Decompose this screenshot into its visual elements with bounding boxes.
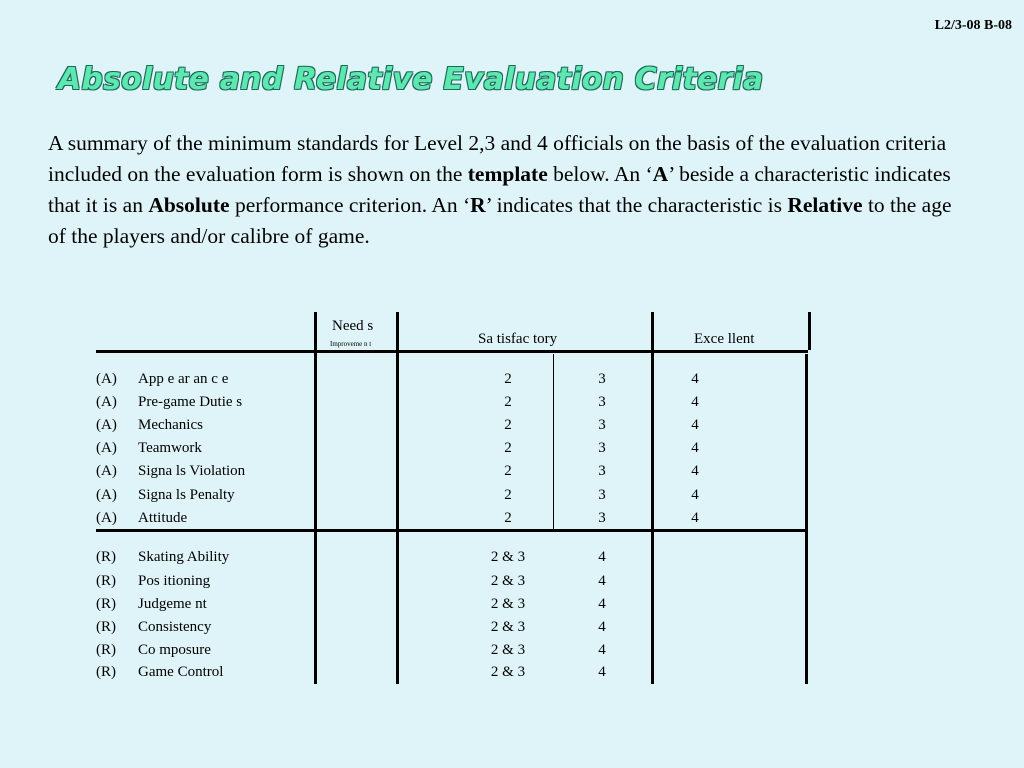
header-satisfactory: Sa tisfac tory <box>478 331 558 347</box>
row-value-2: 3 <box>598 487 606 503</box>
header-needs: Need s <box>332 318 374 334</box>
row-value-1: 2 <box>504 510 512 526</box>
row-value-2: 4 <box>598 642 606 658</box>
row-name: Skating Ability <box>138 549 230 565</box>
summary-text-2: below. An ‘ <box>547 162 653 186</box>
row-value-1: 2 & 3 <box>490 619 526 635</box>
table-row <box>0 417 1024 439</box>
row-code: (A) <box>96 440 117 456</box>
summary-paragraph <box>48 128 968 252</box>
row-value-2: 3 <box>598 417 606 433</box>
summary-text-1: A summary of the minimum standards for Level 2,3 and 4 officials on the basis of the evaluation criteria included on the evaluation form is shown on the <box>48 131 947 186</box>
row-value-1: 2 & 3 <box>490 573 526 589</box>
header-rule <box>96 350 808 353</box>
row-name: Consistency <box>138 619 212 635</box>
row-name: App e ar an c e <box>138 371 229 387</box>
row-value-2: 3 <box>598 394 606 410</box>
row-value-2: 3 <box>598 371 606 387</box>
row-value-3: 4 <box>691 487 699 503</box>
slide-id: L2/3-08 B-08 <box>934 18 1012 33</box>
row-value-1: 2 <box>504 487 512 503</box>
summary-text-3: ’ beside a characteristic indicates that it is an <box>48 162 951 217</box>
summary-bold-r: R <box>470 193 486 217</box>
header-excellent: Exce llent <box>694 331 755 347</box>
row-name: Mechanics <box>138 417 203 433</box>
row-name: Attitude <box>138 510 188 526</box>
summary-bold-absolute: Absolute <box>148 193 230 217</box>
row-code: (A) <box>96 394 117 410</box>
row-code: (R) <box>96 573 116 589</box>
row-value-3: 4 <box>691 463 699 479</box>
summary-text-4: performance criterion. An ‘ <box>229 193 471 217</box>
row-code: (R) <box>96 549 116 565</box>
summary-text-6: to the age of the players and/or calibre of game. <box>48 193 952 248</box>
row-value-3: 4 <box>691 417 699 433</box>
row-value-2: 4 <box>598 573 606 589</box>
row-code: (A) <box>96 510 117 526</box>
row-value-3: 4 <box>691 440 699 456</box>
row-value-1: 2 <box>504 371 512 387</box>
row-code: (R) <box>96 596 116 612</box>
row-value-1: 2 <box>504 440 512 456</box>
table-row <box>0 440 1024 462</box>
table-row <box>0 394 1024 416</box>
row-value-2: 4 <box>598 664 606 680</box>
table-row <box>0 596 1024 618</box>
table-row <box>0 664 1024 686</box>
row-code: (R) <box>96 642 116 658</box>
table-row <box>0 549 1024 571</box>
row-value-1: 2 <box>504 394 512 410</box>
table-row <box>0 463 1024 485</box>
row-code: (A) <box>96 463 117 479</box>
row-value-1: 2 & 3 <box>490 642 526 658</box>
table-row <box>0 510 1024 532</box>
row-code: (A) <box>96 417 117 433</box>
row-name: Teamwork <box>138 440 202 456</box>
row-name: Game Control <box>138 664 224 680</box>
row-value-2: 4 <box>598 549 606 565</box>
summary-text-5: ’ indicates that the characteristic is <box>485 193 788 217</box>
row-value-3: 4 <box>691 371 699 387</box>
row-code: (A) <box>96 371 117 387</box>
row-value-2: 3 <box>598 440 606 456</box>
row-code: (R) <box>96 664 116 680</box>
summary-bold-template: template <box>467 162 548 186</box>
divider-excellent-header <box>808 312 811 350</box>
table-row <box>0 619 1024 641</box>
summary-bold-a: A <box>652 162 669 186</box>
table-row <box>0 642 1024 664</box>
table-row <box>0 573 1024 595</box>
row-name: Pos itioning <box>138 573 211 589</box>
row-name: Co mposure <box>138 642 211 658</box>
row-value-2: 4 <box>598 596 606 612</box>
row-value-2: 4 <box>598 619 606 635</box>
row-value-1: 2 & 3 <box>490 549 526 565</box>
header-needs-sub: Improveme n t <box>330 340 372 348</box>
row-value-1: 2 & 3 <box>490 596 526 612</box>
row-name: Signa ls Penalty <box>138 487 235 503</box>
table-row <box>0 487 1024 509</box>
row-code: (A) <box>96 487 117 503</box>
row-name: Judgeme nt <box>138 596 207 612</box>
summary-bold-relative: Relative <box>787 193 863 217</box>
row-value-1: 2 <box>504 463 512 479</box>
table-row <box>0 371 1024 393</box>
row-value-3: 4 <box>691 510 699 526</box>
row-code: (R) <box>96 619 116 635</box>
row-value-1: 2 & 3 <box>490 664 526 680</box>
row-value-2: 3 <box>598 463 606 479</box>
row-value-3: 4 <box>691 394 699 410</box>
row-name: Pre-game Dutie s <box>138 394 243 410</box>
row-name: Signa ls Violation <box>138 463 246 479</box>
row-value-1: 2 <box>504 417 512 433</box>
row-value-2: 3 <box>598 510 606 526</box>
page-title: Absolute and Relative Evaluation Criteria <box>58 62 764 97</box>
